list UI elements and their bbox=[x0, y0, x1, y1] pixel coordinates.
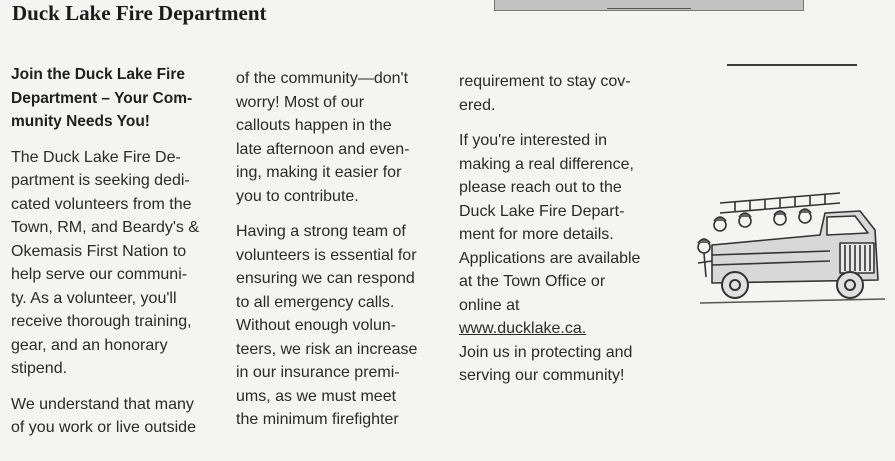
article-column-1 bbox=[11, 63, 221, 440]
paragraph-strong-team: Having a strong team of volunteers is essential for ensuring we can respond to all emergency calls. Without enough volun- teers, we risk an increase in our insurance premi- ums, as we must meet the minimum firefighter bbox=[236, 223, 418, 428]
paragraph-callouts: of the community—don't worry! Most of our callouts happen in the late afternoon and even- ing, making it easier for you to contribute. bbox=[236, 70, 410, 205]
header-image-strip bbox=[494, 0, 804, 11]
paragraph-intro: The Duck Lake Fire De- partment is seeking dedi- cated volunteers from the Town, RM, and Beardy's & Okemasis First Nation to help serve our communi- ty. As a volunteer, you'll receive thorough training, gear, and an honorary stipend. bbox=[11, 148, 200, 377]
paragraph-contact: If you're interested in making a real difference, please reach out to the Duck Lake Fire Depart- ment for more details. Applications are available at the Town Office or online at www.ducklake.ca. Join us in protecting and serving our community! bbox=[459, 129, 674, 388]
paragraph-understand: We understand that many of you work or live outside bbox=[11, 395, 196, 436]
article-headline: Join the Duck Lake Fire Department – Your Com- munity Needs You! bbox=[11, 66, 193, 130]
divider-rule bbox=[727, 64, 857, 66]
website-link[interactable]: www.ducklake.ca. bbox=[459, 320, 587, 337]
fire-truck-icon bbox=[690, 185, 890, 310]
page-title: Duck Lake Fire Department bbox=[12, 1, 267, 25]
article-column-3 bbox=[459, 70, 674, 388]
article-column-2 bbox=[236, 67, 446, 432]
paragraph-requirement: requirement to stay cov- ered. bbox=[459, 73, 631, 114]
